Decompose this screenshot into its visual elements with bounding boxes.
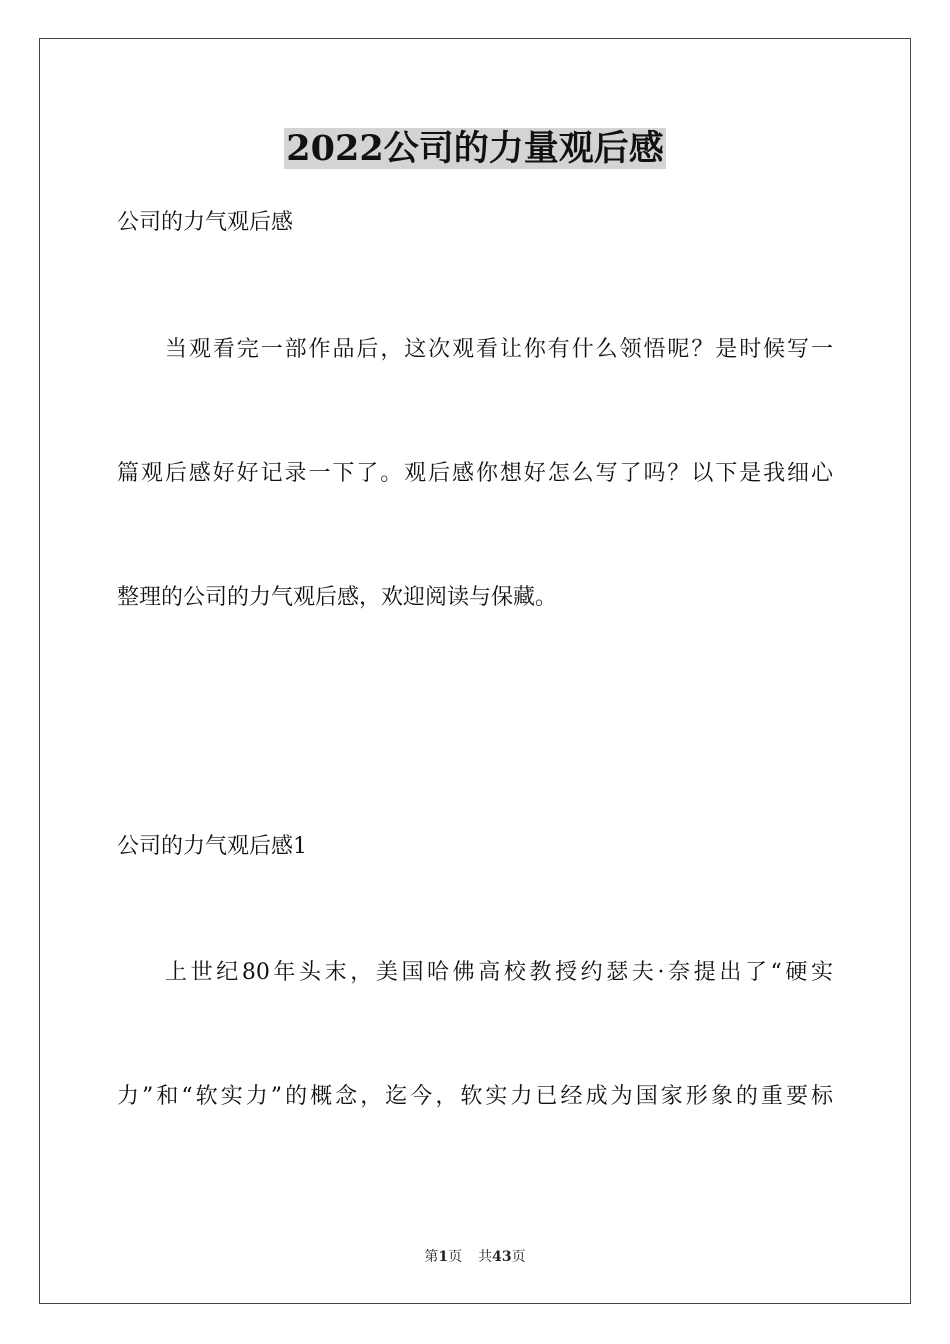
footer-total-pages: 43 bbox=[492, 1249, 512, 1265]
document-subtitle: 公司的力气观后感 bbox=[117, 210, 294, 235]
footer-total-suffix: 页 bbox=[511, 1249, 526, 1265]
intro-line-3: 整理的公司的力气观后感，欢迎阅读与保藏。 bbox=[117, 585, 558, 610]
footer-page-number: 1 bbox=[438, 1249, 449, 1265]
footer-total-prefix: 共 bbox=[478, 1249, 493, 1265]
intro-line-2: 篇观后感好好记录一下了。观后感你想好怎么写了吗？以下是我细心 bbox=[117, 461, 833, 486]
footer-page-suffix: 页 bbox=[448, 1249, 463, 1265]
section-heading: 公司的力气观后感1 bbox=[117, 834, 307, 859]
document-title-block bbox=[0, 126, 950, 172]
section-line-1: 上世纪80年头末，美国哈佛高校教授约瑟夫·奈提出了“硬实 bbox=[165, 960, 833, 985]
page-footer bbox=[0, 1248, 950, 1266]
section-line-2: 力”和“软实力”的概念，迄今，软实力已经成为国家形象的重要标 bbox=[117, 1084, 833, 1109]
document-title: 2022公司的力量观后感 bbox=[286, 128, 664, 169]
footer-page-prefix: 第 bbox=[424, 1249, 439, 1265]
intro-line-1: 当观看完一部作品后，这次观看让你有什么领悟呢？是时候写一 bbox=[165, 337, 833, 362]
